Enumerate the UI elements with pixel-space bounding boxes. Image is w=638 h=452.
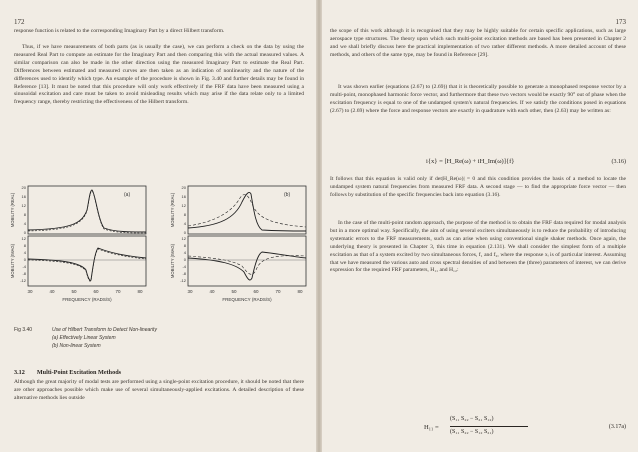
y-tick: 12 bbox=[21, 236, 26, 241]
equation-number: (3.16) bbox=[611, 159, 626, 165]
y-tick: -8 bbox=[182, 271, 186, 276]
panel-a-label: (a) bbox=[124, 192, 131, 198]
x-axis-label: FREQUENCY (RADS/S) bbox=[62, 297, 112, 302]
paragraph: In the case of the multi-point random approach, the purpose of the method is to obtain the FRF data required for modal analysis but in a more optimal way. Specifically, the aim of using several exciters simultaneously is to reduce the probability of introducing systematic errors to the FRF measurements, such as can arise when using conventional single shaker methods. Once again, the underlying theory is presented in Chapter 3, this time in equation (2.131). We shall consider the simplest form of a multiple excitation as that of a system excited by two simultaneous forces, f₁ and f₂, where the response xᵢ is of particular interest. Assuming that we have measured the various auto and cross spectral densities of and between the (three) parameters of interest, we can derive expression for the required FRF parameters, H₁₁ and H₁₂: bbox=[330, 220, 626, 274]
equation-denominator: (S₁₁ S₂₂ − S₁₂ S₂₁) bbox=[450, 429, 494, 435]
panel-b-label: (b) bbox=[284, 192, 291, 198]
y-tick: -8 bbox=[22, 271, 26, 276]
x-tick: 30 bbox=[187, 289, 193, 294]
x-tick: 60 bbox=[93, 289, 99, 294]
x-tick: 50 bbox=[71, 289, 77, 294]
y-tick: 12 bbox=[181, 236, 186, 241]
figure-caption bbox=[14, 326, 157, 350]
y-axis-label: MOBILITY (REAL) bbox=[10, 192, 15, 228]
equation-number: (3.17a) bbox=[608, 424, 626, 430]
y-tick: -12 bbox=[180, 278, 186, 283]
y-axis-label: MOBILITY (REAL) bbox=[170, 192, 175, 228]
y-tick: -4 bbox=[22, 264, 26, 269]
y-tick: 16 bbox=[21, 194, 26, 199]
paragraph: It was shown earlier (equations (2.67) to (2.69)) that it is theoretically possible to generate a monophased response vector by a multi-point, monophased harmonic force vector, and furthermore that these two vectors would be exactly 90° out of phase when the excitation frequency is equal to one of the undamped system's natural frequencies. If we satisfy the conditions posed in equations (2.67) to (2.69) where the force and response vectors are exactly in quadrature with each other, then (2.63) may be written as: bbox=[330, 84, 626, 114]
y-tick: -4 bbox=[182, 264, 186, 269]
paragraph: Thus, if we have measurements of both parts (as is usually the case), we can perform a check on the data by using the measured Real Part to compute an estimate for the Imaginary Part and then comparing this with the actual measured values. A similar comparison can also be made in the other direction using the measured Imaginary Part to estimate the Real Part. Differences between estimated and measured curves are then taken as an indication of nonlinearity and the nature of the differences used to identify which type. An example of the procedure is shown in Fig. 3.40 and further details may be found in Reference [13]. It must be noted that this procedure will only work effectively if the FRF data have been measured using a sinusoidal excitation and care must be taken to avoid misleading results which may arise if the data relate only to a limited frequency range, thereby restricting the effectiveness of the Hilbert transform. bbox=[14, 44, 304, 106]
caption-item: (b) Non-linear System bbox=[52, 343, 101, 349]
y-tick: 0 bbox=[183, 230, 186, 235]
y-axis-label: MOBILITY (IMAG) bbox=[170, 243, 175, 279]
y-axis-label: MOBILITY (IMAG) bbox=[10, 243, 15, 279]
left-page bbox=[0, 0, 316, 452]
equation-lhs: H₁₁ = bbox=[424, 424, 439, 431]
x-tick: 30 bbox=[27, 289, 33, 294]
y-tick: 12 bbox=[21, 203, 26, 208]
y-tick: 8 bbox=[183, 212, 186, 217]
y-tick: 8 bbox=[23, 212, 26, 217]
x-tick: 70 bbox=[275, 289, 281, 294]
paragraph: It follows that this equation is valid only if det|H_Re(ω)| = 0 and this condition provides the basis of a method to locate the undamped system natural frequencies from measured FRF data. A second stage — to find the appropriate force vector — then follows by substitution of the specific frequencies back into equation (3.16). bbox=[330, 176, 626, 198]
caption-item: (a) Effectively Linear System bbox=[52, 335, 116, 341]
y-tick: 4 bbox=[23, 250, 26, 255]
x-tick: 70 bbox=[115, 289, 121, 294]
page-number: 172 bbox=[14, 18, 25, 26]
section-number: 3.12 bbox=[14, 369, 25, 376]
x-tick: 60 bbox=[253, 289, 259, 294]
right-page bbox=[322, 0, 638, 452]
y-tick: 0 bbox=[23, 257, 26, 262]
y-tick: 20 bbox=[181, 185, 186, 190]
y-tick: 12 bbox=[181, 203, 186, 208]
y-tick: 8 bbox=[183, 243, 186, 248]
page-number: 173 bbox=[615, 18, 626, 26]
equation-3-16: i{x} = [H_Re(ω) + iH_Im(ω)]{f} bbox=[426, 158, 515, 165]
y-tick: 4 bbox=[183, 250, 186, 255]
x-axis-label: FREQUENCY (RADS/S) bbox=[222, 297, 272, 302]
section-title: Multi-Point Excitation Methods bbox=[36, 369, 122, 376]
y-tick: -12 bbox=[20, 278, 26, 283]
paragraph: response function is related to the corresponding Imaginary Part by a direct Hilbert transform. bbox=[14, 28, 225, 34]
fraction-bar bbox=[450, 426, 528, 427]
section-heading bbox=[14, 369, 121, 376]
y-tick: 4 bbox=[23, 221, 26, 226]
equation-3-17a bbox=[424, 416, 544, 444]
figure-number: Fig 3.40 bbox=[14, 327, 33, 333]
x-tick: 50 bbox=[231, 289, 237, 294]
equation-numerator: (S₁₁ S₂₂ − S₂₁ S₁₂) bbox=[450, 416, 494, 422]
y-tick: 0 bbox=[23, 230, 26, 235]
x-tick: 80 bbox=[137, 289, 143, 294]
hilbert-figure bbox=[0, 174, 316, 326]
y-tick: 8 bbox=[23, 243, 26, 248]
paragraph: Although the great majority of modal tests are performed using a single-point excitation procedure, it should be noted that there are other approaches possible which make use of several simultaneously-applied excitations. A detailed description of these alternative methods lies outside bbox=[14, 379, 304, 401]
y-tick: 16 bbox=[181, 194, 186, 199]
x-tick: 40 bbox=[209, 289, 215, 294]
caption-title: Use of Hilbert Transform to Detect Non-linearity bbox=[52, 327, 157, 333]
paragraph: the scope of this work although it is recognised that they may be highly suitable for certain specific applications, such as large aerospace type structures. The theory upon which such multi-point excitation methods are based has been presented in Chapter 2 and we shall briefly discuss here the practical implementation of two rather different methods. A more detailed account of these methods, and others of the same type, may be found in Reference [29]. bbox=[330, 28, 626, 58]
x-tick: 40 bbox=[49, 289, 55, 294]
y-tick: 20 bbox=[21, 185, 26, 190]
y-tick: 0 bbox=[183, 257, 186, 262]
x-tick: 80 bbox=[297, 289, 303, 294]
y-tick: 4 bbox=[183, 221, 186, 226]
